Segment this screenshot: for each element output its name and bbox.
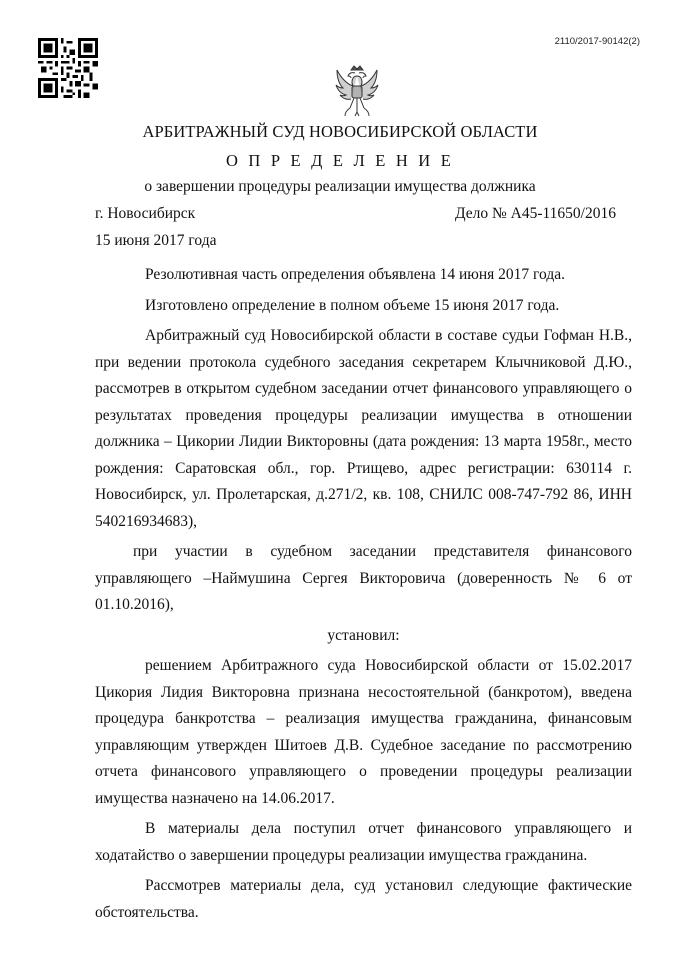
- paragraph-full-text-date: Изготовлено определение в полном объеме 15 июня 2017 года.: [145, 296, 560, 314]
- case-number: Дело № А45-11650/2016: [454, 205, 616, 222]
- document-type: О П Р Е Д Е Л Е Н И Е: [225, 151, 455, 170]
- established-heading: установил:: [327, 626, 400, 644]
- paragraph-resolution-date: Резолютивная часть определения объявлена 14 июня 2017 года.: [145, 266, 565, 283]
- paragraph-court-composition: Арбитражный суд Новосибирской области в составе судьи Гофман Н.В., при ведении протокола судебного заседания секретарем Клычниковой Д.Ю., рассмотрев в открытом судебном заседании отчет финансового управляющего о результатах проведения процедуры реализации имущества в отношении должника – Цикории Лидии Викторовны (дата рождения: 13 марта 1958г., место рождения: Саратовская обл., гор. Ртищево, адрес регистрации: 630114 г. Новосибирск, ул. Пролетарская, д.271/2, кв. 108, СНИЛС 008-747-792 86, ИНН 540216934683),: [95, 327, 632, 530]
- paragraph-circumstances: Рассмотрев материалы дела, суд установил следующие фактические обстоятельства.: [95, 877, 632, 921]
- document-number: 2110/2017-90142(2): [554, 36, 640, 47]
- coat-of-arms-icon: [333, 64, 381, 118]
- document-body: [95, 258, 632, 926]
- paragraph-participants: при участии в судебном заседании представителя финансового управляющего –Наймушина Сергея Викторовича (доверенность № 6 от 01.10.2016),: [95, 543, 632, 613]
- document-subject: о завершении процедуры реализации имущества должника: [144, 178, 536, 195]
- document-date: 15 июня 2017 года: [95, 232, 217, 249]
- court-name: АРБИТРАЖНЫЙ СУД НОВОСИБИРСКОЙ ОБЛАСТИ: [142, 122, 538, 141]
- paragraph-decision: решением Арбитражного суда Новосибирской области от 15.02.2017 Цикория Лидия Викторовна признана несостоятельной (банкротом), введена процедура банкротства – реализация имущества гражданина, финансовым управляющим утвержден Шитоев Д.В. Судебное заседание по рассмотрению отчета финансового управляющего о проведении процедуры реализации имущества назначено на 14.06.2017.: [95, 657, 632, 807]
- qr-code: [38, 38, 98, 98]
- paragraph-materials: В материалы дела поступил отчет финансового управляющего и ходатайство о завершении процедуры реализации имущества гражданина.: [95, 820, 632, 864]
- city: г. Новосибирск: [95, 205, 196, 222]
